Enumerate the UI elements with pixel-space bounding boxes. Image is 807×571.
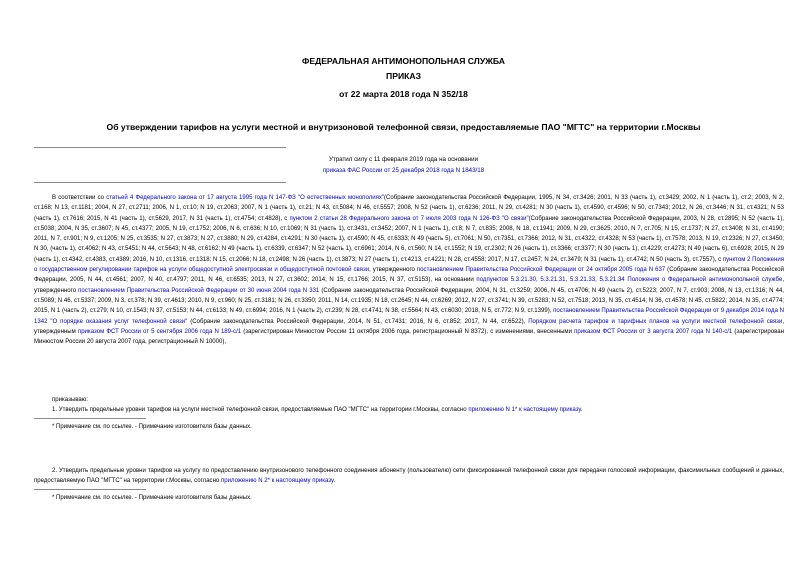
date-number-heading: от 22 марта 2018 года N 352/18 — [339, 89, 468, 99]
text-run: (Собрание законодательства Российской Федерации, 1995, N 34, ст.3426; 2001, N 33 (часть 1), ст.3429; 2002, N 1 (часть 1), ст.2; 2003, N 2, ст.168; N 13, ст.1181; 2004, N 27, ст.2711; 2006, N 1, ст.10; N 19, ст.2063; 2007, N 1 (часть 1), ст.21; N 43, ст.5084; N 46, ст.5557; 2008, N 52 (часть 1), ст.6236; 2011, N 29, ст.4281; N 30 (часть 1), ст.4590, ст.4596; N 50, ст.7343; 2012, N 26, ст.3446; N 31, ст.4321; N 53 (часть 1), ст.7616; 2015, N 41 (часть 1), ст.5629, 2017, N 31 (часть 1), ст.4754; ст.4828), с — [34, 195, 784, 222]
text-run: (Собрание законодательства Российской Федерации, 2014, N 51, ст.7431; 2016, N 6, ст.852; 2017, N 44, ст.6522), — [187, 318, 529, 325]
text-run: , утвержденным — [34, 318, 784, 335]
divider-top — [34, 147, 286, 148]
divider-bottom — [34, 182, 286, 183]
text-run: (зарегистрирован Минюстом России 20 августа 2007 года, регистрационный N 10000), — [34, 328, 784, 346]
law-126-link[interactable]: пунктом 2 статьи 28 Федерального закона от 7 июля 2003 года N 126-ФЗ "О связи" — [289, 215, 529, 222]
footnote-2-rule — [34, 489, 146, 490]
fst-order-140-link[interactable]: приказом ФСТ России от 3 августа 2007 года N 140-с/1 — [574, 328, 733, 335]
item-2 — [34, 466, 784, 487]
text-run: В соответствии со — [52, 195, 107, 201]
text-run: , утвержденного — [369, 267, 417, 274]
footnote-1-rule — [34, 418, 146, 419]
appendix-1-tail: * к настоящему приказу. — [514, 407, 583, 413]
agency-heading: ФЕДЕРАЛЬНАЯ АНТИМОНОПОЛЬНАЯ СЛУЖБА — [302, 56, 505, 66]
text-run: (Собрание законодательства Российской Федерации, 2003, N 28, ст.2895; N 52 (часть 1), ст.5038; 2004, N 35, ст.3607; N 45, ст.4377; 2005, N 19, ст.1752; 2006, N 6, ст.636; N 10, ст.1069; N 31 (часть 1), ст.3431, ст.3452; 2007, N 1 (часть 1), ст.8; N 7, ст.835; 2008, N 18, ст.1941; 2009, N 29, ст.3625; 2010, N 7, ст.705; N 15, ст.1737; N 27, ст.3408; N 31, ст.4190; 2011, N 7, ст.901; N 9, ст.1205; N 25, ст.3535; N 27, ст.3873; N 27, ст.3880; N 29, ст.4284, ст.4291; N 30 (часть 1), ст.4590; N 45, ст.6333; N 49 (часть 5), ст.7061; N 50, ст.7351, ст.7366; 2012, N 31, ст.4322, ст.4328; N 53 (часть 1), ст.7578; 2013, N 19, ст.2326; N 27, ст.3450; N 30, (часть 1), ст.4062; N 43, ст.5451; N 44, ст.5643; N 48, ст.6162; N 49 (часть 1), ст.6339, ст.6347; N 52 (часть 1), ст.6961; 2014, N 6, ст.560; N 14, ст.1552; N 19, ст.2302; N 26 (часть 1), ст.3366; ст.3377; N 30 (часть 1), ст.4229; ст.4273; N 49 (часть 6), ст.6928; 2015, N 29 (часть 1), ст.4342, ст.4383, ст.4389; 2016, N 10, ст.1316, ст.1318; N 15, ст.2066; N 18, ст.2498; N 26 (часть 1), ст.3873; N 27 (часть 1), ст.4213, ст.4221; N 28, ст.4558; 2017, N 17, ст.2457; N 24, ст.3479; N 31 (часть 1), ст.4742; N 50 (часть 3), ст.7557), с — [34, 215, 784, 263]
text-run: 2. Утвердить предельные уровни тарифов на услугу по предоставлению внутризонового телефонного соединения абоненту (пользователю) сети фиксированной телефонной связи для передачи голосовой информации, факсимильных сообщений и данных, предоставляемую ПАО "МГТС" на территории г.Москвы, согласно — [34, 468, 784, 485]
footnote-1: * Примечание см. по ссылке. - Примечание изготовителя базы данных. — [52, 424, 252, 430]
law-147-link[interactable]: статьей 4 Федерального закона от 17 августа 1995 года N 147-ФЗ "О естественных монополиях" — [106, 195, 385, 201]
status-note — [0, 154, 807, 176]
appendix-2-link[interactable]: приложению N 2 — [220, 478, 268, 485]
text-run: (зарегистрирован Минюстом России 11 октября 2006 года, регистрационный N 8372), с изменениями, внесенными — [241, 328, 575, 335]
doc-type-heading: ПРИКАЗ — [386, 71, 421, 81]
text-run: , утвержденного — [34, 277, 784, 294]
appendix-2-tail: * к настоящему приказу. — [267, 478, 336, 485]
fst-order-189-link[interactable]: приказом ФСТ России от 5 сентября 2006 года N 189-с/1 — [77, 328, 242, 335]
text-run: (Собрание законодательства Российской Федерации, 2004, N 31, ст.3259; 2006, N 45, ст.4706; N 49 (часть 2), ст.5223; 2007, N 7, ст.903; 2008, N 13, ст.1316; N 44, ст.5089; N 46, ст.5337; 2009, N 3, ст.378; N 39, ст.4613; 2010, N 9, ст.960; N 25, ст.3181; N 26, ст.3350; 2011, N 14, ст.1935; N 18, ст.2645; N 44, ст.6269; 2012, N 27, ст.3741; N 39, ст.5283; N 52, ст.7518; 2013, N 35, ст.4514; N 36, ст.4578; N 45, ст.5822; 2014, N 35, ст.4774; 2015, N 1 (часть 2), ст.279; N 10, ст.1543; N 37, ст.5153; N 44, ст.6133; N 49, ст.6994; 2016, N 1 (часть 2), ст.239; N 28, ст.4741; N 38, ст.5564; N 43, ст.6030; 2018, N 5, ст.772; N 9, ст.1399), — [34, 287, 784, 315]
document-title: Об утверждении тарифов на услуги местной и внутризоновой телефонной связи, предоставляемые ПАО "МГТС" на территории г.Москвы — [106, 122, 701, 132]
appendix-1-link[interactable]: приложению N 1 — [468, 407, 515, 413]
text-run: (Собрание законодательства Российской Федерации, 2005, N 44, ст.4561; 2007, N 40, ст.4797; 2011, N 46, ст.6535; 2013, N 27, ст.3602; 2014, N 15, ст.1766; 2015, N 37, ст.5153), на основании — [34, 267, 784, 284]
order-word: приказываю: — [52, 397, 88, 403]
tariff-calc-procedure-link[interactable]: Порядком расчета тарифов и тарифных планов на услуги местной телефонной связи — [528, 318, 783, 325]
item-1 — [34, 405, 784, 415]
fas-regulation-link[interactable]: подпунктов 5.3.21.30, 5.3.21.31, 5.3.21.33, 5.3.21.34 Положения о Федеральной антимонопольной службе — [476, 277, 783, 284]
footnote-2: * Примечание см. по ссылке. - Примечание изготовителя базы данных. — [52, 495, 252, 501]
decree-637-link[interactable]: постановлением Правительства Российской Федерации от 24 октября 2005 года N 637 — [416, 267, 666, 274]
decree-1342-link[interactable]: постановлением Правительства Российской Федерации от 9 декабря 2014 года N 1342 "О порядке оказания услуг телефонной связи" — [34, 308, 784, 325]
tariff-regulation-link[interactable]: пунктом 2 Положения о государственном регулировании тарифов на услуги общедоступной электросвязи и общедоступной почтовой связи — [34, 256, 784, 274]
decree-331-link[interactable]: постановлением Правительства Российской Федерации от 30 июня 2004 года N 331 — [78, 287, 320, 294]
status-note-text: Утратил силу с 11 февраля 2019 года на основании — [328, 156, 479, 163]
text-run: 1. Утвердить предельные уровни тарифов на услуги местной телефонной связи, предоставляемые ПАО "МГТС" на территории г.Москвы, согласно — [52, 407, 469, 413]
preamble-paragraph — [34, 193, 784, 347]
status-note-link[interactable]: приказа ФАС России от 25 декабря 2018 года N 1843/18 — [322, 167, 485, 174]
